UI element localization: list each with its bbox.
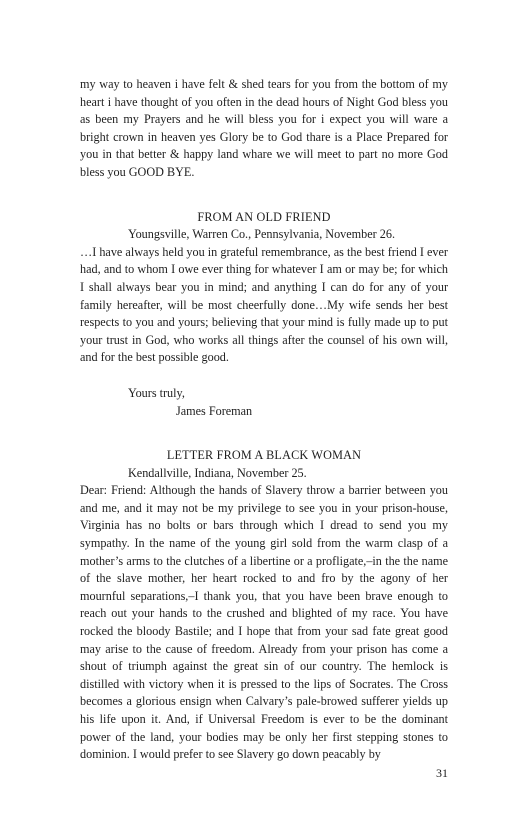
section-spacer xyxy=(80,182,448,209)
section-heading-black-woman: LETTER FROM A BLACK WOMAN xyxy=(166,448,362,463)
letter-continuation-text: my way to heaven i have felt & shed tears for you from the bottom of my heart i have thought of you often in the dead hours of Night God bless you as been my Prayers and he will bless you for i expect you will ware a bright crown in heaven yes Glory be to God thare is a Place Prepared for you in that better & happy land whare we will meet to part no more God bless you GOOD BYE. xyxy=(80,77,448,179)
dateline-youngsville: Youngsville, Warren Co., Pennsylvania, November 26. xyxy=(128,227,396,242)
page-content xyxy=(80,76,448,764)
letter-closing: Yours truly, xyxy=(128,385,185,400)
dateline-kendallville: Kendallville, Indiana, November 25. xyxy=(128,465,307,480)
section-heading-old-friend: FROM AN OLD FRIEND xyxy=(197,209,331,224)
closing-spacer xyxy=(80,367,448,385)
letter-body-black-woman: Dear: Friend: Although the hands of Slavery throw a barrier between you and me, and it may not be my privilege to see you in your prison-house, Virginia has no bolts or bars through which I dread to send you my sympathy. In the name of the young girl sold from the warm clasp of a mother’s arms to the clutches of a libertine or a profligate,–in the the name of the slave mother, her heart rocked to and fro by the agony of her mournful separations,–I thank you, that you have been brave enough to reach out your hands to the crushed and blighted of my race. You have rocked the bloody Bastile; and I hope that from your sad fate great good may arise to the cause of freedom. Already from your prison has come a shout of triumph against the great sin of our country. The hemlock is distilled with victory when it is pressed to the lips of Socrates. The Cross becomes a glorious ensign when Calvary’s pale-browed sufferer yields up his life upon it. And, if Universal Freedom is ever to be the dominant power of the land, your bodies may be only her first stepping stones to dominion. I would prefer to see Slavery go down peacably by xyxy=(80,483,448,762)
letter-signature: James Foreman xyxy=(176,403,253,418)
letter-body-old-friend: …I have always held you in grateful remembrance, as the best friend I ever had, and to whom I owe ever thing for whatever I am or may be; for which I shall always bear you in mind; and anything I can do for any of your family hereafter, will be most cheerfully done…My wife sends her best respects to you and yours; believing that your mind is fully made up to put your trust in God, who works all things after the counsel of his own will, and for the best possible good. xyxy=(80,244,448,365)
section-spacer xyxy=(80,420,448,447)
page-number: 31 xyxy=(436,766,448,780)
